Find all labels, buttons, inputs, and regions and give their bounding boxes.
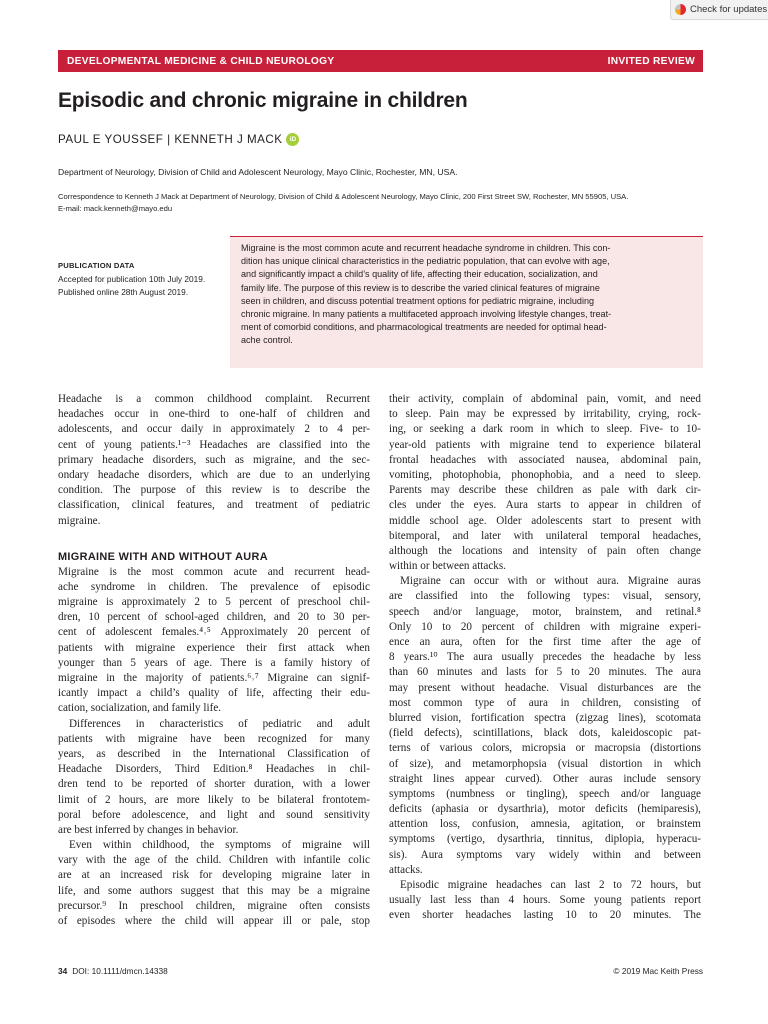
text-line: classification, clinical features, and treatment of pediatric — [58, 499, 370, 512]
text-line: sis). Aura symptoms vary widely within and between — [389, 848, 701, 861]
text-line: their activity, complain of abdominal pain, vomit, and need — [389, 393, 701, 405]
text-line: younger than 5 years of age. There is a family history of — [58, 656, 370, 669]
copyright: © 2019 Mac Keith Press — [613, 966, 703, 976]
abstract-line: family life. The purpose of this review is to describe the varied clinical features of migraine — [241, 282, 600, 293]
correspondence: Correspondence to Kenneth J Mack at Department of Neurology, Division of Child & Adolescent Neurology, Mayo Clinic, 200 First Street SW, Rochester, MN 55905, USA. — [58, 192, 629, 201]
text-line: Migraine can occur with or without aura. Migraine auras — [400, 575, 701, 588]
abstract-line: seen in children, and discuss potential treatment options for pediatric migraine, including — [241, 295, 595, 306]
text-line: straight lines appear curved). Other auras include sensory — [389, 772, 701, 785]
text-line: even shorter headaches lasting 10 to 20 minutes. The — [389, 909, 701, 922]
check-for-updates-button[interactable] — [670, 0, 768, 20]
accepted-date: Accepted for publication 10th July 2019. — [58, 274, 206, 284]
text-line: primary headache disorders, such as migraine, and the sec- — [58, 453, 370, 466]
text-line: cent of adolescent females.⁴˒⁵ Approximately 20 percent of — [58, 626, 370, 639]
text-line: Even within childhood, the symptoms of migraine will — [69, 839, 370, 852]
abstract-line: dition has unique clinical characteristics in the pediatric population, that can evolve with age, — [241, 256, 610, 267]
text-line: speech and/or language, motor, brainstem, and retinal.⁸ — [389, 605, 701, 618]
text-line: Headache is a common childhood complaint. Recurrent — [58, 393, 370, 405]
text-line: cent of young patients.¹⁻³ Headaches are classified into the — [58, 438, 370, 451]
author-list — [58, 133, 299, 146]
authors-text: PAUL E YOUSSEF | KENNETH J MACK — [58, 133, 283, 146]
text-line: limit of 2 hours, are more likely to be bilateral frontotem- — [58, 793, 370, 806]
text-line: vary with the age of the child. Children with infantile colic — [58, 854, 370, 867]
text-line: are best inferred by changes in behavior. — [58, 823, 239, 836]
article-type: INVITED REVIEW — [607, 55, 695, 67]
section-gap — [58, 529, 370, 549]
email[interactable]: E-mail: mack.kenneth@mayo.edu — [58, 204, 173, 213]
text-line: Headache Disorders, Third Edition.⁸ Headaches in chil- — [58, 763, 370, 776]
journal-name: DEVELOPMENTAL MEDICINE & CHILD NEUROLOGY — [67, 55, 335, 67]
text-line: symptoms (vertigo, dysarthria, tinnitus, diplopia, hyperacu- — [389, 833, 701, 846]
crossmark-icon — [675, 4, 686, 15]
text-line: ondary headache disorders, which are due to an underlying — [58, 468, 370, 481]
page-footer — [58, 966, 703, 976]
abstract-line: and significantly impact a child’s quality of life, affecting their education, socialization, and — [241, 269, 598, 280]
text-line: to sleep. Pain may be expressed by irritability, crying, rock- — [389, 408, 701, 421]
text-line: Only 10 to 20 percent of children with migraine experi- — [389, 620, 701, 633]
text-line: of size), and metamorphopsia (visual distortion in which — [389, 757, 701, 770]
text-line: may present without headache. Visual disturbances are the — [389, 681, 701, 694]
text-line: ing, or seeking a dark room in which to sleep. Five- to 10- — [389, 423, 701, 436]
text-line: than 60 minutes and lasts for 5 to 20 minutes. The aura — [389, 666, 701, 679]
text-line: Parents may describe these children as pale with dark cir- — [389, 484, 701, 497]
text-line: blurred vision, fortification spectra (zigzag lines), scotomata — [389, 711, 701, 724]
text-line: migraine. — [58, 514, 101, 527]
text-line: (field defects), scintillations, black dots, kaleidoscopic pat- — [389, 727, 701, 740]
text-line: attacks. — [389, 863, 423, 876]
affiliation: Department of Neurology, Division of Child and Adolescent Neurology, Mayo Clinic, Rochester, MN, USA. — [58, 167, 458, 177]
text-line: are at an increased risk for developing migraine later in — [58, 869, 370, 882]
section-heading: MIGRAINE WITH AND WITHOUT AURA — [58, 550, 268, 563]
text-line: dren tend to be reported of shorter duration, with a lower — [58, 778, 370, 791]
text-line: ache syndrome in children. The prevalence of episodic — [58, 580, 370, 593]
text-line: Episodic migraine headaches can last 2 to 72 hours, but — [400, 879, 701, 891]
text-line: migraine in the majority of patients.⁶˒⁷ Migraine can signif- — [58, 672, 370, 684]
check-for-updates-label: Check for updates — [690, 4, 768, 15]
text-line: middle school age. Older adolescents start to present with — [389, 514, 701, 527]
text-line: are classified into the following types: visual, sensory, — [389, 590, 701, 603]
body-column-left — [58, 392, 370, 929]
text-line: most common type of aura in children, consisting of — [389, 696, 701, 709]
publication-data — [58, 261, 205, 298]
article-title: Episodic and chronic migraine in children — [58, 89, 468, 112]
text-line: terns of various colors, micropsia or macropsia (distortions — [389, 742, 701, 755]
orcid-icon[interactable]: iD — [286, 133, 299, 146]
text-line: Differences in characteristics of pediatric and adult — [69, 717, 370, 730]
text-line: vomiting, photophobia, phonophobia, and a need to sleep. — [389, 468, 701, 481]
text-line: icantly impact a child’s quality of life, affecting their edu- — [58, 687, 370, 700]
text-line: bitemporal, and later with unilateral temporal headaches, — [389, 529, 701, 542]
page-number: 34 — [58, 966, 68, 976]
text-line: years, as described in the International Classification of — [58, 747, 370, 760]
journal-banner — [58, 50, 703, 72]
text-line: life, and some authors suggest that this may be a migraine — [58, 884, 370, 897]
abstract-line: ache control. — [241, 335, 293, 346]
text-line: year-old patients with migraine tend to experience bilateral — [389, 438, 701, 451]
publication-data-heading: PUBLICATION DATA — [58, 261, 135, 270]
text-line: ence an aura, often for the first time after the age of — [389, 636, 701, 648]
text-line: frontal headaches with associated nausea, abdominal pain, — [389, 453, 701, 466]
text-line: attention loss, confusion, amnesia, agitation, or brainstem — [389, 818, 701, 831]
abstract — [230, 236, 703, 368]
published-date: Published online 28th August 2019. — [58, 286, 189, 297]
text-line: 8 years.¹⁰ The aura usually precedes the headache by less — [389, 651, 701, 664]
abstract-line: Migraine is the most common acute and recurrent headache syndrome in children. This con- — [241, 243, 611, 253]
abstract-line: chronic migraine. In many patients a multifaceted approach involving lifestyle changes, treat- — [241, 309, 612, 320]
text-line: within or between attacks. — [389, 560, 506, 573]
body-column-right — [389, 392, 701, 924]
text-line: poral before adolescence, and light and sound sensitivity — [58, 808, 370, 821]
text-line: symptoms (numbness or tingling), speech and/or language — [389, 787, 701, 800]
text-line: dren, 10 percent of school-aged children, and 20 to 30 per- — [58, 611, 370, 624]
text-line: cles under the eyes. Aura starts to appear in children of — [389, 499, 701, 512]
doi[interactable]: DOI: 10.1111/dmcn.14338 — [72, 966, 168, 976]
text-line: deficits (aphasia or dysarthria), motor deficits (hemiparesis), — [389, 803, 701, 816]
text-line: patients with migraine have been recognized for many — [58, 732, 370, 745]
abstract-line: ment of comorbid conditions, and pharmacological treatments are needed for optimal head- — [241, 322, 607, 333]
text-line: of episodes where the child will appear ill or pale, stop — [58, 915, 370, 927]
text-line: although the locations and intensity of pain often change — [389, 544, 701, 557]
text-line: patients with migraine experience their first attack when — [58, 641, 370, 654]
text-line: headaches occur in one-third to one-half of children and — [58, 408, 370, 421]
text-line: Migraine is the most common acute and recurrent head- — [58, 565, 370, 578]
text-line: migraine is approximately 2 to 5 percent of preschool chil- — [58, 596, 370, 609]
text-line: condition. The purpose of this review is to describe the — [58, 484, 370, 497]
text-line: usually last less than 4 hours. Some young patients report — [389, 894, 701, 907]
text-line: precursor.⁹ In preschool children, migraine often consists — [58, 899, 370, 912]
footer-left — [58, 966, 168, 976]
text-line: cation, socialization, and family life. — [58, 702, 222, 715]
text-line: adolescents, and occur daily in approximately 2 to 4 per- — [58, 423, 370, 436]
